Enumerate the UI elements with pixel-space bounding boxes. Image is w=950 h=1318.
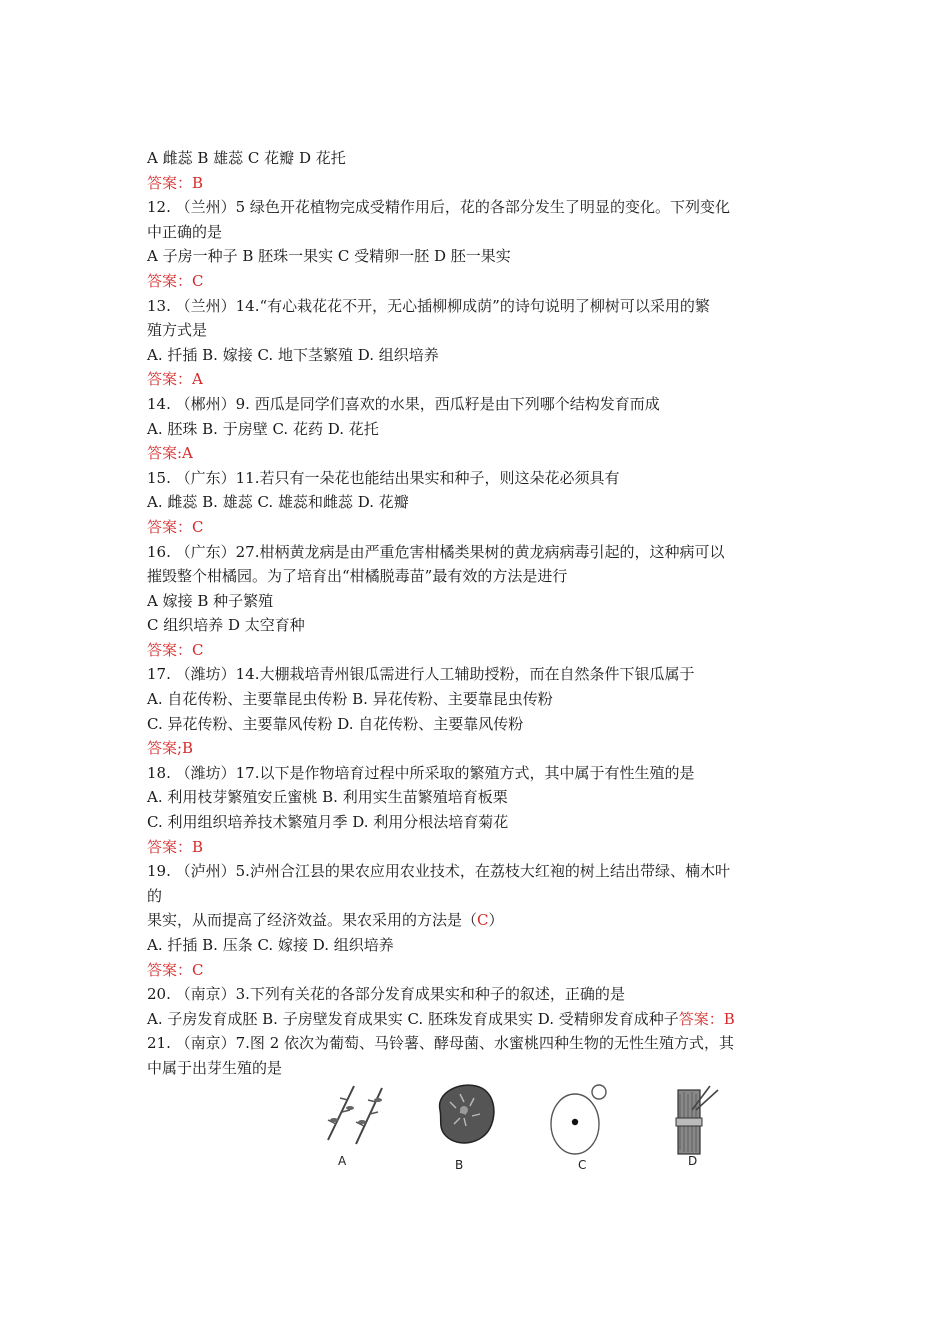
line-text: A 雌蕊 B 雄蕊 C 花瓣 D 花托 [147,149,346,167]
text-line [147,318,807,343]
line-text: A. 自花传粉、主要靠昆虫传粉 B. 异花传粉、主要靠昆虫传粉 [147,690,553,709]
line-text: A 子房一种子 B 胚珠一果实 C 受精卵一胚 D 胚一果实 [147,247,511,266]
line-text: 答案：C [147,517,204,536]
answer-line [147,736,807,761]
line-text: 20. （南京）3.下列有关花的各部分发育成果实和种子的叙述，正确的是 [147,985,625,1004]
question-text [147,146,807,1081]
text-line [147,1007,807,1032]
text-line [147,613,807,638]
text-line [147,146,807,171]
line-text: C 组织培养 D 太空育种 [147,616,305,635]
line-text: 17. （潍坊）14.大棚栽培青州银瓜需进行人工辅助授粉，而在自然条件下银瓜属于 [147,665,695,684]
line-text: 中属于出芽生殖的是 [147,1058,283,1077]
answer-line [147,171,807,196]
text-line [147,859,807,884]
text-line [147,220,807,245]
answer-line [147,367,807,392]
text-line [147,662,807,687]
line-text: 答案:A [147,444,193,463]
text-line [147,244,807,269]
text-line [147,195,807,220]
line-text: A 嫁接 B 种子繁殖 [147,591,274,610]
figure-b-potato [430,1080,500,1150]
text-line [147,343,807,368]
line-text: C. 利用组织培养技术繁殖月季 D. 利用分根法培育菊花 [147,813,509,832]
answer-line [147,835,807,860]
line-text: A. 雌蕊 B. 雄蕊 C. 雄蕊和雌蕊 D. 花瓣 [147,493,409,512]
line-text: 19. （泸州）5.泸州合江县的果农应用农业技术，在荔枝大红袍的树上结出带绿、楠木叶 [147,862,730,881]
figure-label-b: B [455,1158,464,1172]
line-text: 的 [147,886,163,905]
inline-answer: C [477,911,489,930]
text-line [147,1031,807,1056]
line-text: 12. （兰州）5 绿色开花植物完成受精作用后，花的各部分发生了明显的变化。下列变化 [147,198,730,217]
line-text: 14. （郴州）9. 西瓜是同学们喜欢的水果，西瓜籽是由下列哪个结构发育而成 [147,394,660,413]
text-line [147,712,807,737]
answer-line [147,515,807,540]
answer-line [147,441,807,466]
closing-paren: ） [488,911,504,930]
text-line [147,785,807,810]
line-text: 答案：C [147,271,204,290]
text-line [147,810,807,835]
figure-2 [300,1080,740,1180]
figure-a-grape-cutting [320,1080,390,1150]
line-text: 13. （兰州）14.“有心栽花花不开，无心插柳柳成荫”的诗句说明了柳树可以采用的繁 [147,296,710,315]
text-line [147,564,807,589]
answer-line [147,958,807,983]
text-line [147,392,807,417]
line-text: 答案：C [147,640,204,659]
text-line [147,908,807,933]
line-text: A. 扦插 B. 压条 C. 嫁接 D. 组织培养 [147,936,394,954]
answer-line [147,269,807,294]
line-text: 21. （南京）7.图 2 依次为葡萄、马铃薯、酵母菌、水蜜桃四种生物的无性生殖方式，其 [147,1034,735,1053]
text-line [147,884,807,909]
figure-label-c: C [578,1158,587,1172]
line-text: 中正确的是 [147,222,223,241]
line-text: 答案：B [147,173,204,192]
line-text: 果实，从而提高了经济效益。果农采用的方法是（ [147,911,478,930]
figure-label-a: A [338,1154,347,1168]
figure-label-d: D [688,1154,698,1168]
text-line [147,417,807,442]
line-text: 15. （广东）11.若只有一朵花也能结出果实和种子，则这朵花必须具有 [147,468,620,487]
line-text: 摧毁整个柑橘园。为了培育出“柑橘脱毒苗”最有效的方法是进行 [147,567,568,586]
line-text: 殖方式是 [147,321,208,340]
inline-answer: 答案：B [678,1009,735,1028]
line-text: 18. （潍坊）17.以下是作物培育过程中所采取的繁殖方式，其中属于有性生殖的是 [147,763,695,782]
figure-c-yeast-budding [545,1080,615,1160]
text-line [147,761,807,786]
line-text: 16. （广东）27.柑柄黄龙病是由严重危害柑橘类果树的黄龙病病毒引起的，这种病可以 [147,542,725,561]
text-line [147,1056,807,1081]
text-line [147,589,807,614]
text-line [147,466,807,491]
line-text: 答案;B [147,739,194,758]
answer-line [147,638,807,663]
text-line [147,687,807,712]
text-line [147,490,807,515]
line-text: A. 利用枝芽繁殖安丘蜜桃 B. 利用实生苗繁殖培育板栗 [147,788,508,807]
line-text: 答案：A [147,370,203,389]
line-text: A. 子房发育成胚 B. 子房壁发育成果实 C. 胚珠发育成果实 D. 受精卵发育成种子 [147,1009,679,1028]
line-text: 答案：C [147,960,204,979]
line-text: A. 扦插 B. 嫁接 C. 地下茎繁殖 D. 组织培养 [147,345,439,364]
line-text: A. 胚珠 B. 于房壁 C. 花药 D. 花托 [147,419,379,438]
figure-d-peach-grafting [670,1080,730,1160]
text-line [147,294,807,319]
text-line [147,982,807,1007]
line-text: C. 异花传粉、主要靠风传粉 D. 自花传粉、主要靠风传粉 [147,714,524,733]
text-line [147,540,807,565]
text-line [147,933,807,958]
line-text: 答案：B [147,837,204,856]
